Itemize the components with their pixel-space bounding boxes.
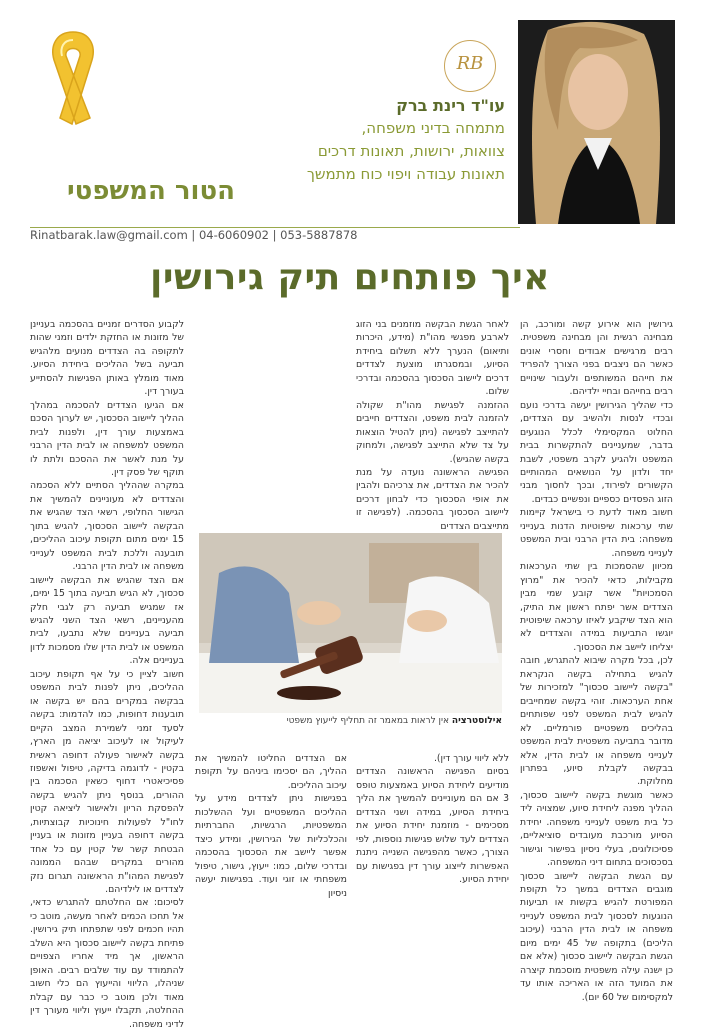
paragraph: כדי שהליך הגירושין יעשה בדרכי נועם ובכדי לנסות ולהשיב עם הצדדים, החלוט המקסימלי לכלל הנוגעים בדבר, שמעניינים להתקשרות בבית המשפט ולהגיע לקרב משפטי, לשבת יחד ולדון על הנושאים המהותיים הקשורים לפירוד, ובכך לחסוך מבני הזוג הפסדים כספיים ונפשיים כבדים. — [520, 399, 673, 505]
paragraph: כאשר מוגשת בקשה ליישוב סכסוך, ההליך מפנה ליחידת סיוע, שמצויה ליד כל בית משפט לענייני משפחה. יחידת הסיוע מורכבת מעובדים סוציאליים, פסיכולוגים, בעלי ניסיון בפישור וגישור בסכסוכים בתחום דיני המשפחה. — [520, 789, 673, 869]
yellow-ribbon-icon — [30, 26, 116, 130]
author-photo — [518, 20, 675, 224]
author-info — [145, 96, 505, 186]
paragraph: חשוב לציין כי על אף תקופת עיכוב ההליכים, ניתן לפנות לבית המשפט בבקשה במקרים בהם יש בקשה או תובענות דחופות, כמו להדמות: בקשה לסעד זמני לשמירת המצב הקיים לעיקול או לעיכוב יציאה מן הארץ, בקשה לאישור פעולה דחופה ראשית בקטין - לדוגמה בדיקה, טיפול ואשפוז פסיכיאטרי דחוף כשאין הסכמה בין ההורים, בנוסף ניתן להגיש בקשה להפסקת הריון ולאישור ליציאה קטין לחו"ל לפעולות חינוכיות קבוצתיות, בקשה דחופה בעניין מזונות או בעניין הבטחת קשר של קטין עם כל אחד מהורים במקרים שבהם הממונה לפגישת המהו"ת הראשונה תגרום נזק לצדדים או לילדיהם. — [30, 668, 184, 896]
author-specialty-line: תאונות עבודה ויפוי כוח מתמשך — [306, 165, 505, 183]
author-name: עו"ד רינת ברק — [396, 96, 505, 115]
paragraph: מכיוון שהסמכות בין שתי הערכאות מקבילות, כדאי להכיר את "מרוץ הסמכויות" אשר קובע שמי מבין הצדדים אשר יפתח ראשון את התיק, הוא הצד שיקבע לאיזו ערכאה שיפוטית יוגשו התביעות במידה והצדדים לא יצליחו ליישב את הסכסוך. — [520, 561, 673, 653]
paragraph: לסיכום: אם החלטתם להתגרש כדאי, אל תחכו הכמים לאחר מעשה, מוטב כי תהיו חכמים לפני שתפתחו תיק גירושין. פתיחת בקשה ליישוב סכסוך היא השלב הראשון, אך מיד אחריו הצפויים להתמודד עם עוד שלבים רבים. האופן שניהלו, הליווי והייעוץ הם כלי חשוב מאוד ולכן מוטב כי כבר עם קבלת ההחלטה, תקבלו ייעוץ וליווי מעורך דין לדיני משפחה. — [30, 897, 184, 1030]
rb-logo-icon — [444, 40, 496, 92]
paragraph: אם הצד שהגיש את הבקשה ליישוב סכסוך, לא הגיש תביעה בתוך 15 ימים, אז שמגיש תביעה רק לגבי חלק מהעניינים, רשאי הצד השני להגיש תביעה בעניינים שלא נתבעו, לבית המשפט או לבית הדין שלו מסמכות לדון בעניינים אלה. — [30, 574, 184, 667]
caption-label: אילוסטרציה — [451, 716, 502, 726]
paragraph: עם הגשת הבקשה ליישוב סכסוך מוגבים הצדדים במשך כל תקופת המפורטת להגיש בקשות או תביעות הנוגעות לסכסוך לבית המשפט לענייני משפחה או לבית הדין הרבני (עיכוב הליכים) בתקופה של 45 ימים מיום הגשת הבקשה ליישוב סכסוך (אלא אם כן ישנה עילה משפטית מוסכמת קיצרה את המועד הזה או האריכה אותו עד למקסימום של 60 יום). — [520, 870, 673, 1003]
article-headline: איך פותחים תיק גירושין — [150, 257, 550, 298]
paragraph: גירושין הוא אירוע קשה ומורכב, הן מבחינה רגשית והן מבחינה משפטית. רבים מרגישים אבודים וחסרי אונים כאשר הם ניצבים בפני הצורך להפריד את חייהם המשותפים ולעבור שינויים רבים בחייהם ובחיי ילדיהם. — [520, 319, 673, 398]
illustration-image — [199, 533, 502, 713]
author-photo-illustration — [518, 20, 675, 224]
paragraph: במקרה שההליך הסתיים ללא הסכמה והצדדים לא מעוניינים להמשיך את הגישור החלופי, רשאי הצד שהגיש את הבקשה ליישוב הסכסוך, להגיש בתוך 15 ימים מתום תקופת עיכוב ההליכים, תובענה וללכת לבית המשפט לענייני משפחה או לבית הדין הרבני. — [30, 480, 184, 573]
paragraph: בסיום הפגישה הראשונה הצדדים מודיעים ליחידת הסיוע באמצעות טופס 3 אם הם מעוניינים להמשיך את הליך ביחידת הסיוע, במידה ושני הצדדים מסכימים - מוזמנת יחידת הסיוע את הצדדים לעד שלוש פגישות נוספות, לפי הצורך, כאשר מהפגישה השנייה ניתנת האפשרות לייצוג עורך דין בפגישות עם יחידת הסיוע. — [356, 766, 509, 886]
article-column-4 — [30, 318, 184, 1030]
article-column-2 — [356, 318, 509, 532]
paragraph: בפגישות ניתן לצדדים מידע על ההליכים המשפטיים ועל ההשלכות המשפטיות, הרגשיות, החברתיות והכלכליות של הגירושין, ומידע כיצד אפשר ליישב את הסכסוך בהסכמה ובדרכי שלום, כמו: ייעוץ, גישור, טיפול משפחתי או זוגי ועוד. בפגישות יעשה ניסיון — [195, 793, 347, 899]
gavel-illustration — [199, 533, 502, 713]
logo-text: RB — [456, 53, 484, 74]
caption-text: אין לראות במאמר זה תחליף לייעוץ משפטי — [286, 716, 450, 726]
article-column-1 — [520, 318, 673, 1002]
article-column-3-bottom — [195, 752, 347, 1004]
paragraph: אם הגיעו הצדדים להסכמה במהלך ההליך ליישוב הסכסוך, יש לערוך הסכם באמצעות עורך דין, ולפנות לבית המשפט למשפחה או לבית הדין הרבני על מנת לאשר את ההסכם ולתת לו תוקף של פסק דין. — [30, 399, 184, 478]
paragraph: אם הצדדים החליטו להמשיך את ההליך, הם יסכימו ביניהם על תקופת עיכוב ההליכים. — [195, 753, 347, 791]
illustration-caption — [199, 716, 502, 730]
article-column-2-bottom — [356, 752, 509, 1004]
author-specialty-line: צוואות, ירושות, תאונות דרכים — [317, 142, 505, 160]
paragraph: הפגישה הראשונה נועדה על מנת להכיר את הצדדים, את צרכיהם ולהבין את אופי הסכסוך כדי לבחון דרכים ליישוב הסכסוך בהסכמה. (לפגישה זו מתייצבים הצדדים — [356, 466, 509, 532]
paragraph: חשוב מאוד לדעת כי בישראל קיימות שתי ערכאות שיפוטיות הדנות בענייני משפחה: בית הדין הרבני ובית המשפט לענייני משפחה. — [520, 507, 673, 559]
paragraph: ללא ליווי עורך דין). — [433, 753, 509, 764]
column-title: הטור המשפטי — [67, 176, 235, 206]
contact-info: Rinatbarak.law@gmail.com | 04-6060902 | 053-5887878 — [30, 228, 358, 242]
paragraph: לאחר הגשת הבקשה מוזמנים בני הזוג לארבע מפגשי מהו"ת (מידע, היכרות ותיאום) הנערך ללא תשלום ביחידת הסיוע, ובמסגרתו מוצעת לצדדים דרכים ליישוב הסכסוך בהסכמה ובדרכי שלום. — [356, 319, 509, 398]
article-column-3-top — [195, 318, 347, 528]
author-specialty-line: מתמחה בדיני משפחה, — [361, 119, 505, 137]
paragraph: לקבוע הסדרים זמניים בהסכמה בעניינן של מזונות או החזקת ילדים וזמני שהות לתקופה בה הצדדים מנועים מלהגיש תביעה בשל ההליכים ביחידת הסיוע. מאוד מומלץ באותן הפגישות להסתייע בעורך דין. — [30, 319, 184, 398]
paragraph: לכן, בכל מקרה שיבוא להתגרש, חובה להגיש בתחילה בקשה הנקראת "בקשה ליישוב סכסוך" למזכירות של אחת הערכאות. זוהי בקשה שמחייבים להגיש לבית המשפט לפני שפותחים בהליכים משפטיים פורמליים. לא מדובר בתביעה משפטית לבית המשפט לענייני משפחה או לבית הדין, אלא בבקשה לקבלת סיוע, בפתרון מחלוקת. — [520, 655, 673, 788]
paragraph: ההזמנה לפגישת מהו"ת שקולה להזמנה לבית משפט, והצדדים חייבים להתייצב לפגישה (ניתן להטיל הוצאות על צד שלא התייצב לפגישה, ולמחוק בקשה שהגיש). — [356, 399, 509, 465]
